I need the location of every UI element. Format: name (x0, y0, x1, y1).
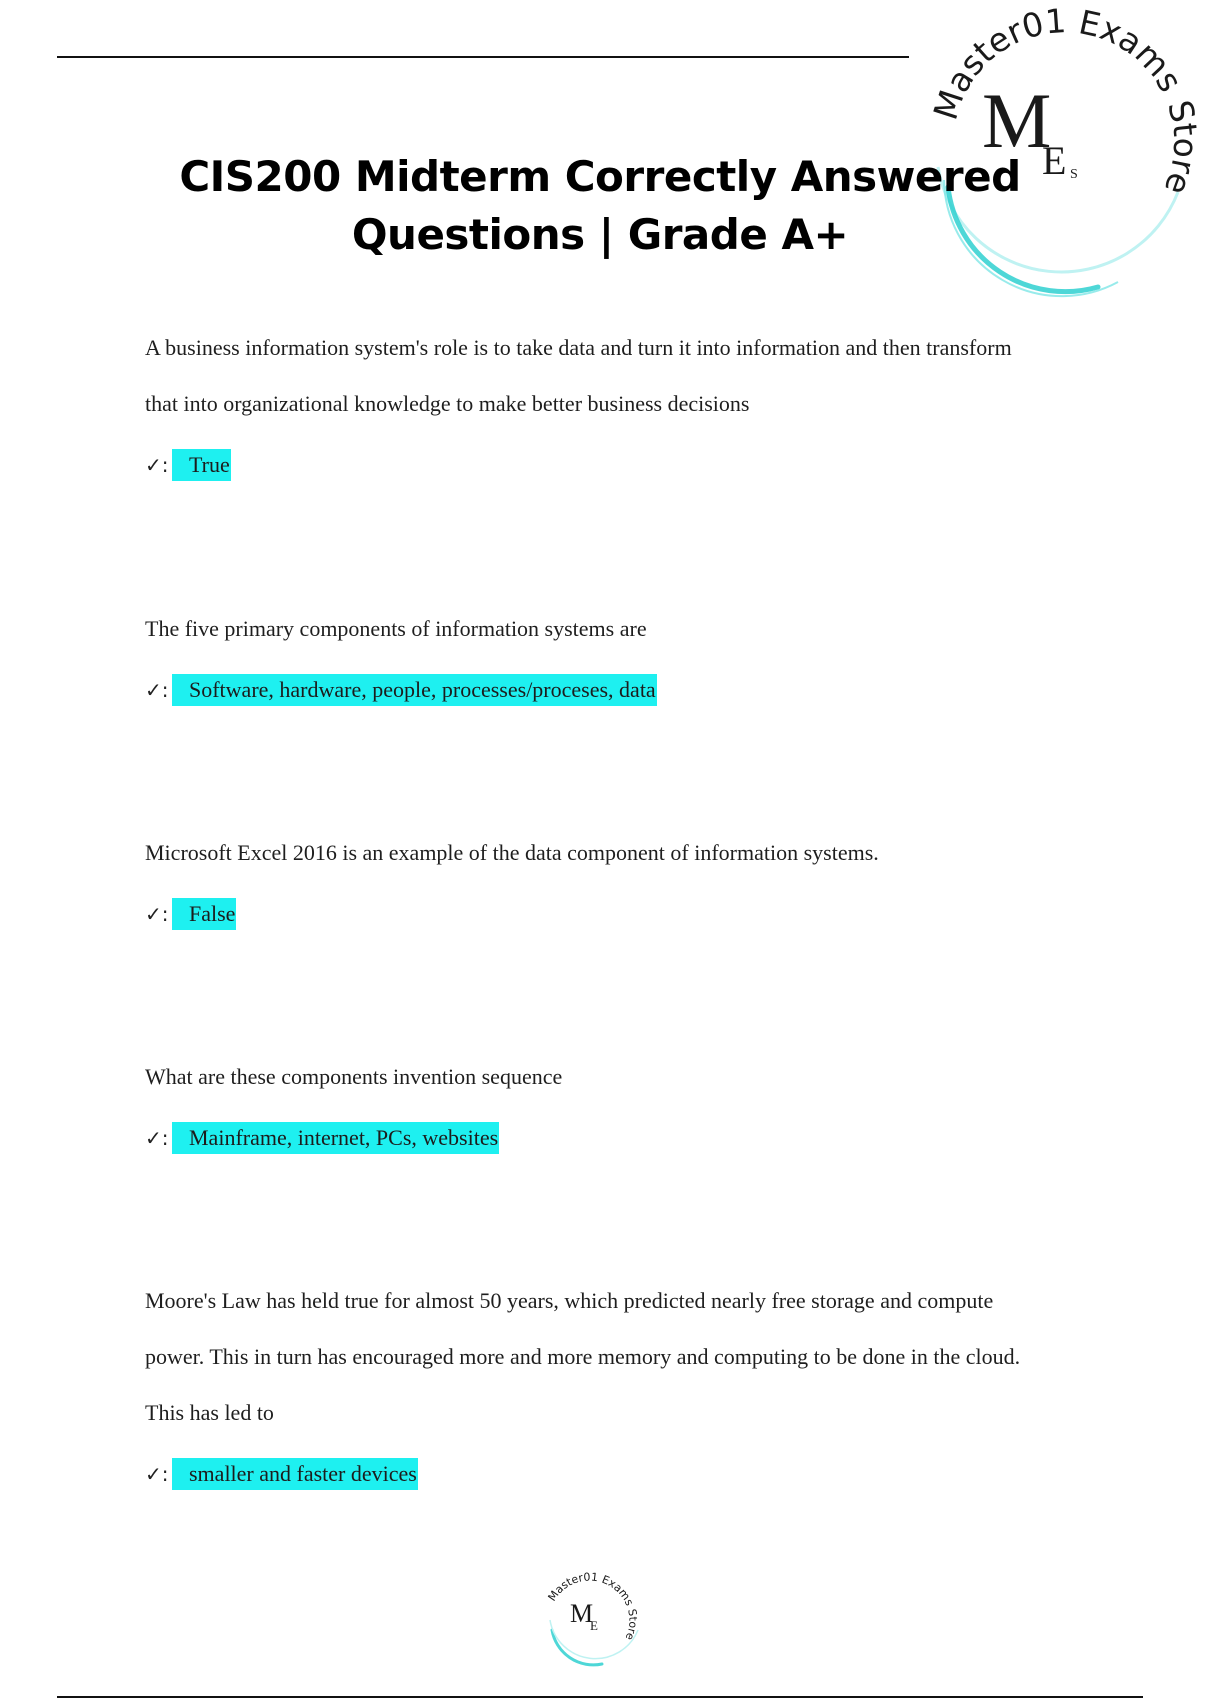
question-text: What are these components invention sequence (145, 1064, 563, 1089)
question-text: Microsoft Excel 2016 is an example of the data component of information systems. (145, 840, 879, 865)
logo-monogram-sub: E (1042, 138, 1067, 183)
document-title (150, 148, 1050, 264)
answer-highlight: Mainframe, internet, PCs, websites (172, 1122, 499, 1154)
checkmark-icon: ✓: (145, 678, 169, 702)
answer-highlight: True (172, 449, 231, 481)
qa-item (145, 601, 1045, 707)
qa-item (145, 1273, 1045, 1491)
logo-small-monogram-sub: E (590, 1618, 598, 1633)
checkmark-icon: ✓: (145, 1462, 169, 1486)
title-line-2: Questions | Grade A+ (351, 210, 849, 259)
answer-row (145, 1121, 1045, 1155)
logo-monogram-main: M (982, 77, 1052, 164)
question-text: The five primary components of information systems are (145, 616, 647, 641)
qa-item (145, 1049, 1045, 1155)
qa-item (145, 320, 1045, 482)
bottom-divider (57, 1696, 1143, 1698)
checkmark-icon: ✓: (145, 453, 169, 477)
store-logo-small (540, 1560, 650, 1670)
top-divider (57, 56, 909, 58)
answer-row (145, 448, 1045, 482)
logo-small-monogram-main: M (570, 1599, 594, 1628)
answer-row (145, 1457, 1045, 1491)
logo-small-ring-text: Master01 Exams Store (545, 1570, 640, 1642)
answer-highlight: False (172, 898, 236, 930)
checkmark-icon: ✓: (145, 1126, 169, 1150)
question-text: Moore's Law has held true for almost 50 years, which predicted nearly free storage and compute power. This in turn has encouraged more and more memory and computing to be done in the cloud. This has led to (145, 1288, 1021, 1425)
title-line-1: CIS200 Midterm Correctly Answered (179, 152, 1021, 201)
answer-highlight: smaller and faster devices (172, 1458, 418, 1490)
answer-highlight: Software, hardware, people, processes/proceses, data (172, 674, 657, 706)
logo-monogram-tiny: S (1070, 167, 1078, 182)
logo-ring-text: Master01 Exams Store (925, 2, 1206, 200)
qa-item (145, 825, 1045, 931)
checkmark-icon: ✓: (145, 902, 169, 926)
answer-row (145, 673, 1045, 707)
question-text: A business information system's role is to take data and turn it into information and then transform that into organizational knowledge to make better business decisions (145, 335, 1012, 416)
answer-row (145, 897, 1045, 931)
